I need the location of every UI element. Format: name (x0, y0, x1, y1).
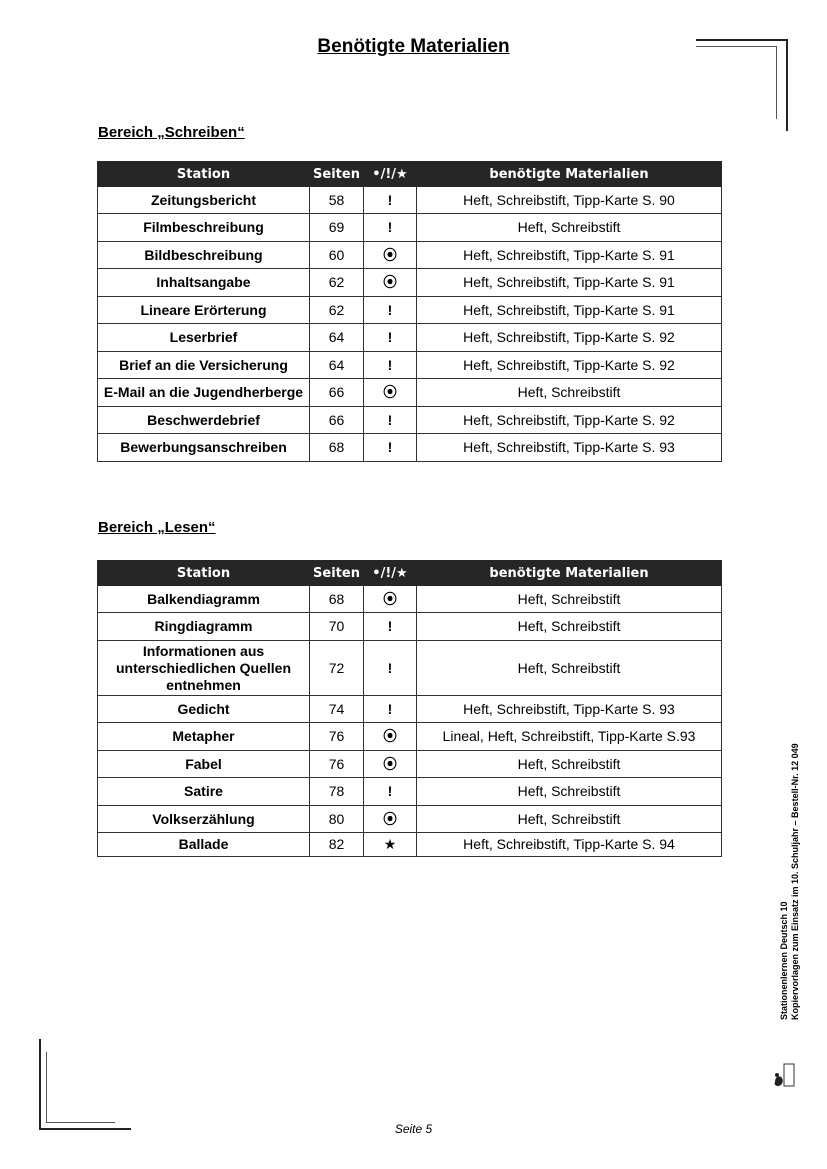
materialien-cell: Heft, Schreibstift (417, 641, 722, 696)
seiten-cell: 66 (310, 407, 364, 434)
table-row (98, 696, 722, 723)
table-row (98, 407, 722, 434)
section-title-lesen: Bereich „Lesen“ (98, 519, 216, 536)
table-row (98, 187, 722, 214)
header-station: Station (98, 561, 310, 586)
station-cell: Zeitungsbericht (98, 187, 310, 214)
side-publisher-text (779, 743, 801, 1020)
materialien-cell: Heft, Schreibstift, Tipp-Karte S. 91 (417, 242, 722, 269)
table-header-row (98, 561, 722, 586)
seiten-cell: 66 (310, 379, 364, 407)
table-row (98, 324, 722, 352)
symbol-cell: ★ (364, 833, 417, 857)
side-text-line2: Kopiervorlagen zum Einsatz im 10. Schuljahr – Bestell-Nr. 12 049 (790, 743, 800, 1020)
symbol-cell: ! (364, 641, 417, 696)
symbol-cell: ! (364, 696, 417, 723)
station-cell: Bildbeschreibung (98, 242, 310, 269)
station-cell: Leserbrief (98, 324, 310, 352)
seiten-cell: 82 (310, 833, 364, 857)
section-title-schreiben: Bereich „Schreiben“ (98, 124, 245, 141)
station-cell: Fabel (98, 751, 310, 778)
station-cell: Gedicht (98, 696, 310, 723)
symbol-cell: ! (364, 324, 417, 352)
table-row (98, 723, 722, 751)
table-row (98, 297, 722, 324)
station-cell: Filmbeschreibung (98, 214, 310, 242)
symbol-cell: ⦿ (364, 586, 417, 613)
publisher-logo-icon (772, 1062, 796, 1088)
station-cell: Brief an die Versicherung (98, 352, 310, 379)
side-text-line1: Stationenlernen Deutsch 10 (779, 901, 789, 1020)
seiten-cell: 62 (310, 297, 364, 324)
station-cell: Informationen aus unterschiedlichen Quellen entnehmen (98, 641, 310, 696)
seiten-cell: 62 (310, 269, 364, 297)
table-row (98, 214, 722, 242)
table-row (98, 242, 722, 269)
seiten-cell: 76 (310, 751, 364, 778)
table-schreiben (97, 161, 722, 462)
page-number: Seite 5 (394, 1122, 433, 1136)
table-row (98, 778, 722, 806)
materialien-cell: Heft, Schreibstift (417, 778, 722, 806)
materialien-cell: Heft, Schreibstift (417, 586, 722, 613)
seiten-cell: 68 (310, 586, 364, 613)
header-materialien: benötigte Materialien (417, 162, 722, 187)
header-seiten: Seiten (310, 162, 364, 187)
table-row (98, 352, 722, 379)
table-row (98, 586, 722, 613)
materialien-cell: Heft, Schreibstift (417, 214, 722, 242)
header-seiten: Seiten (310, 561, 364, 586)
materialien-cell: Heft, Schreibstift, Tipp-Karte S. 91 (417, 269, 722, 297)
symbol-cell: ⦿ (364, 379, 417, 407)
symbol-cell: ! (364, 407, 417, 434)
materialien-cell: Heft, Schreibstift (417, 751, 722, 778)
seiten-cell: 74 (310, 696, 364, 723)
table-row (98, 434, 722, 462)
materialien-cell: Lineal, Heft, Schreibstift, Tipp-Karte S.93 (417, 723, 722, 751)
seiten-cell: 76 (310, 723, 364, 751)
station-cell: Satire (98, 778, 310, 806)
table-row (98, 806, 722, 833)
seiten-cell: 60 (310, 242, 364, 269)
table-body-lesen (98, 586, 722, 857)
station-cell: Beschwerdebrief (98, 407, 310, 434)
symbol-cell: ⦿ (364, 242, 417, 269)
materialien-cell: Heft, Schreibstift (417, 379, 722, 407)
symbol-cell: ⦿ (364, 723, 417, 751)
materialien-cell: Heft, Schreibstift, Tipp-Karte S. 91 (417, 297, 722, 324)
table-header-row (98, 162, 722, 187)
symbol-cell: ! (364, 214, 417, 242)
header-symbols: •/!/★ (364, 561, 417, 586)
header-materialien: benötigte Materialien (417, 561, 722, 586)
seiten-cell: 80 (310, 806, 364, 833)
symbol-cell: ! (364, 613, 417, 641)
materialien-cell: Heft, Schreibstift, Tipp-Karte S. 92 (417, 352, 722, 379)
station-cell: Ringdiagramm (98, 613, 310, 641)
page-title: Benötigte Materialien (317, 36, 510, 57)
symbol-cell: ! (364, 434, 417, 462)
table-row (98, 379, 722, 407)
seiten-cell: 64 (310, 324, 364, 352)
station-cell: Inhaltsangabe (98, 269, 310, 297)
seiten-cell: 78 (310, 778, 364, 806)
table-row (98, 269, 722, 297)
materialien-cell: Heft, Schreibstift, Tipp-Karte S. 93 (417, 696, 722, 723)
materialien-cell: Heft, Schreibstift, Tipp-Karte S. 92 (417, 324, 722, 352)
seiten-cell: 58 (310, 187, 364, 214)
symbol-cell: ⦿ (364, 806, 417, 833)
corner-frame-bottom-left-inner (46, 1052, 115, 1123)
materialien-cell: Heft, Schreibstift, Tipp-Karte S. 93 (417, 434, 722, 462)
materialien-cell: Heft, Schreibstift, Tipp-Karte S. 94 (417, 833, 722, 857)
table-body-schreiben (98, 187, 722, 462)
seiten-cell: 72 (310, 641, 364, 696)
header-symbols: •/!/★ (364, 162, 417, 187)
symbol-cell: ⦿ (364, 269, 417, 297)
station-cell: Lineare Erörterung (98, 297, 310, 324)
seiten-cell: 69 (310, 214, 364, 242)
symbol-cell: ! (364, 352, 417, 379)
table-row (98, 641, 722, 696)
symbol-cell: ! (364, 187, 417, 214)
table-row (98, 613, 722, 641)
seiten-cell: 64 (310, 352, 364, 379)
symbol-cell: ⦿ (364, 751, 417, 778)
station-cell: Balkendiagramm (98, 586, 310, 613)
station-cell: Ballade (98, 833, 310, 857)
seiten-cell: 70 (310, 613, 364, 641)
table-lesen (97, 560, 722, 857)
materialien-cell: Heft, Schreibstift (417, 806, 722, 833)
symbol-cell: ! (364, 778, 417, 806)
header-station: Station (98, 162, 310, 187)
materialien-cell: Heft, Schreibstift (417, 613, 722, 641)
station-cell: Volkserzählung (98, 806, 310, 833)
station-cell: Metapher (98, 723, 310, 751)
materialien-cell: Heft, Schreibstift, Tipp-Karte S. 90 (417, 187, 722, 214)
materialien-cell: Heft, Schreibstift, Tipp-Karte S. 92 (417, 407, 722, 434)
table-row (98, 751, 722, 778)
table-row (98, 833, 722, 857)
station-cell: E-Mail an die Jugendherberge (98, 379, 310, 407)
symbol-cell: ! (364, 297, 417, 324)
seiten-cell: 68 (310, 434, 364, 462)
station-cell: Bewerbungsanschreiben (98, 434, 310, 462)
